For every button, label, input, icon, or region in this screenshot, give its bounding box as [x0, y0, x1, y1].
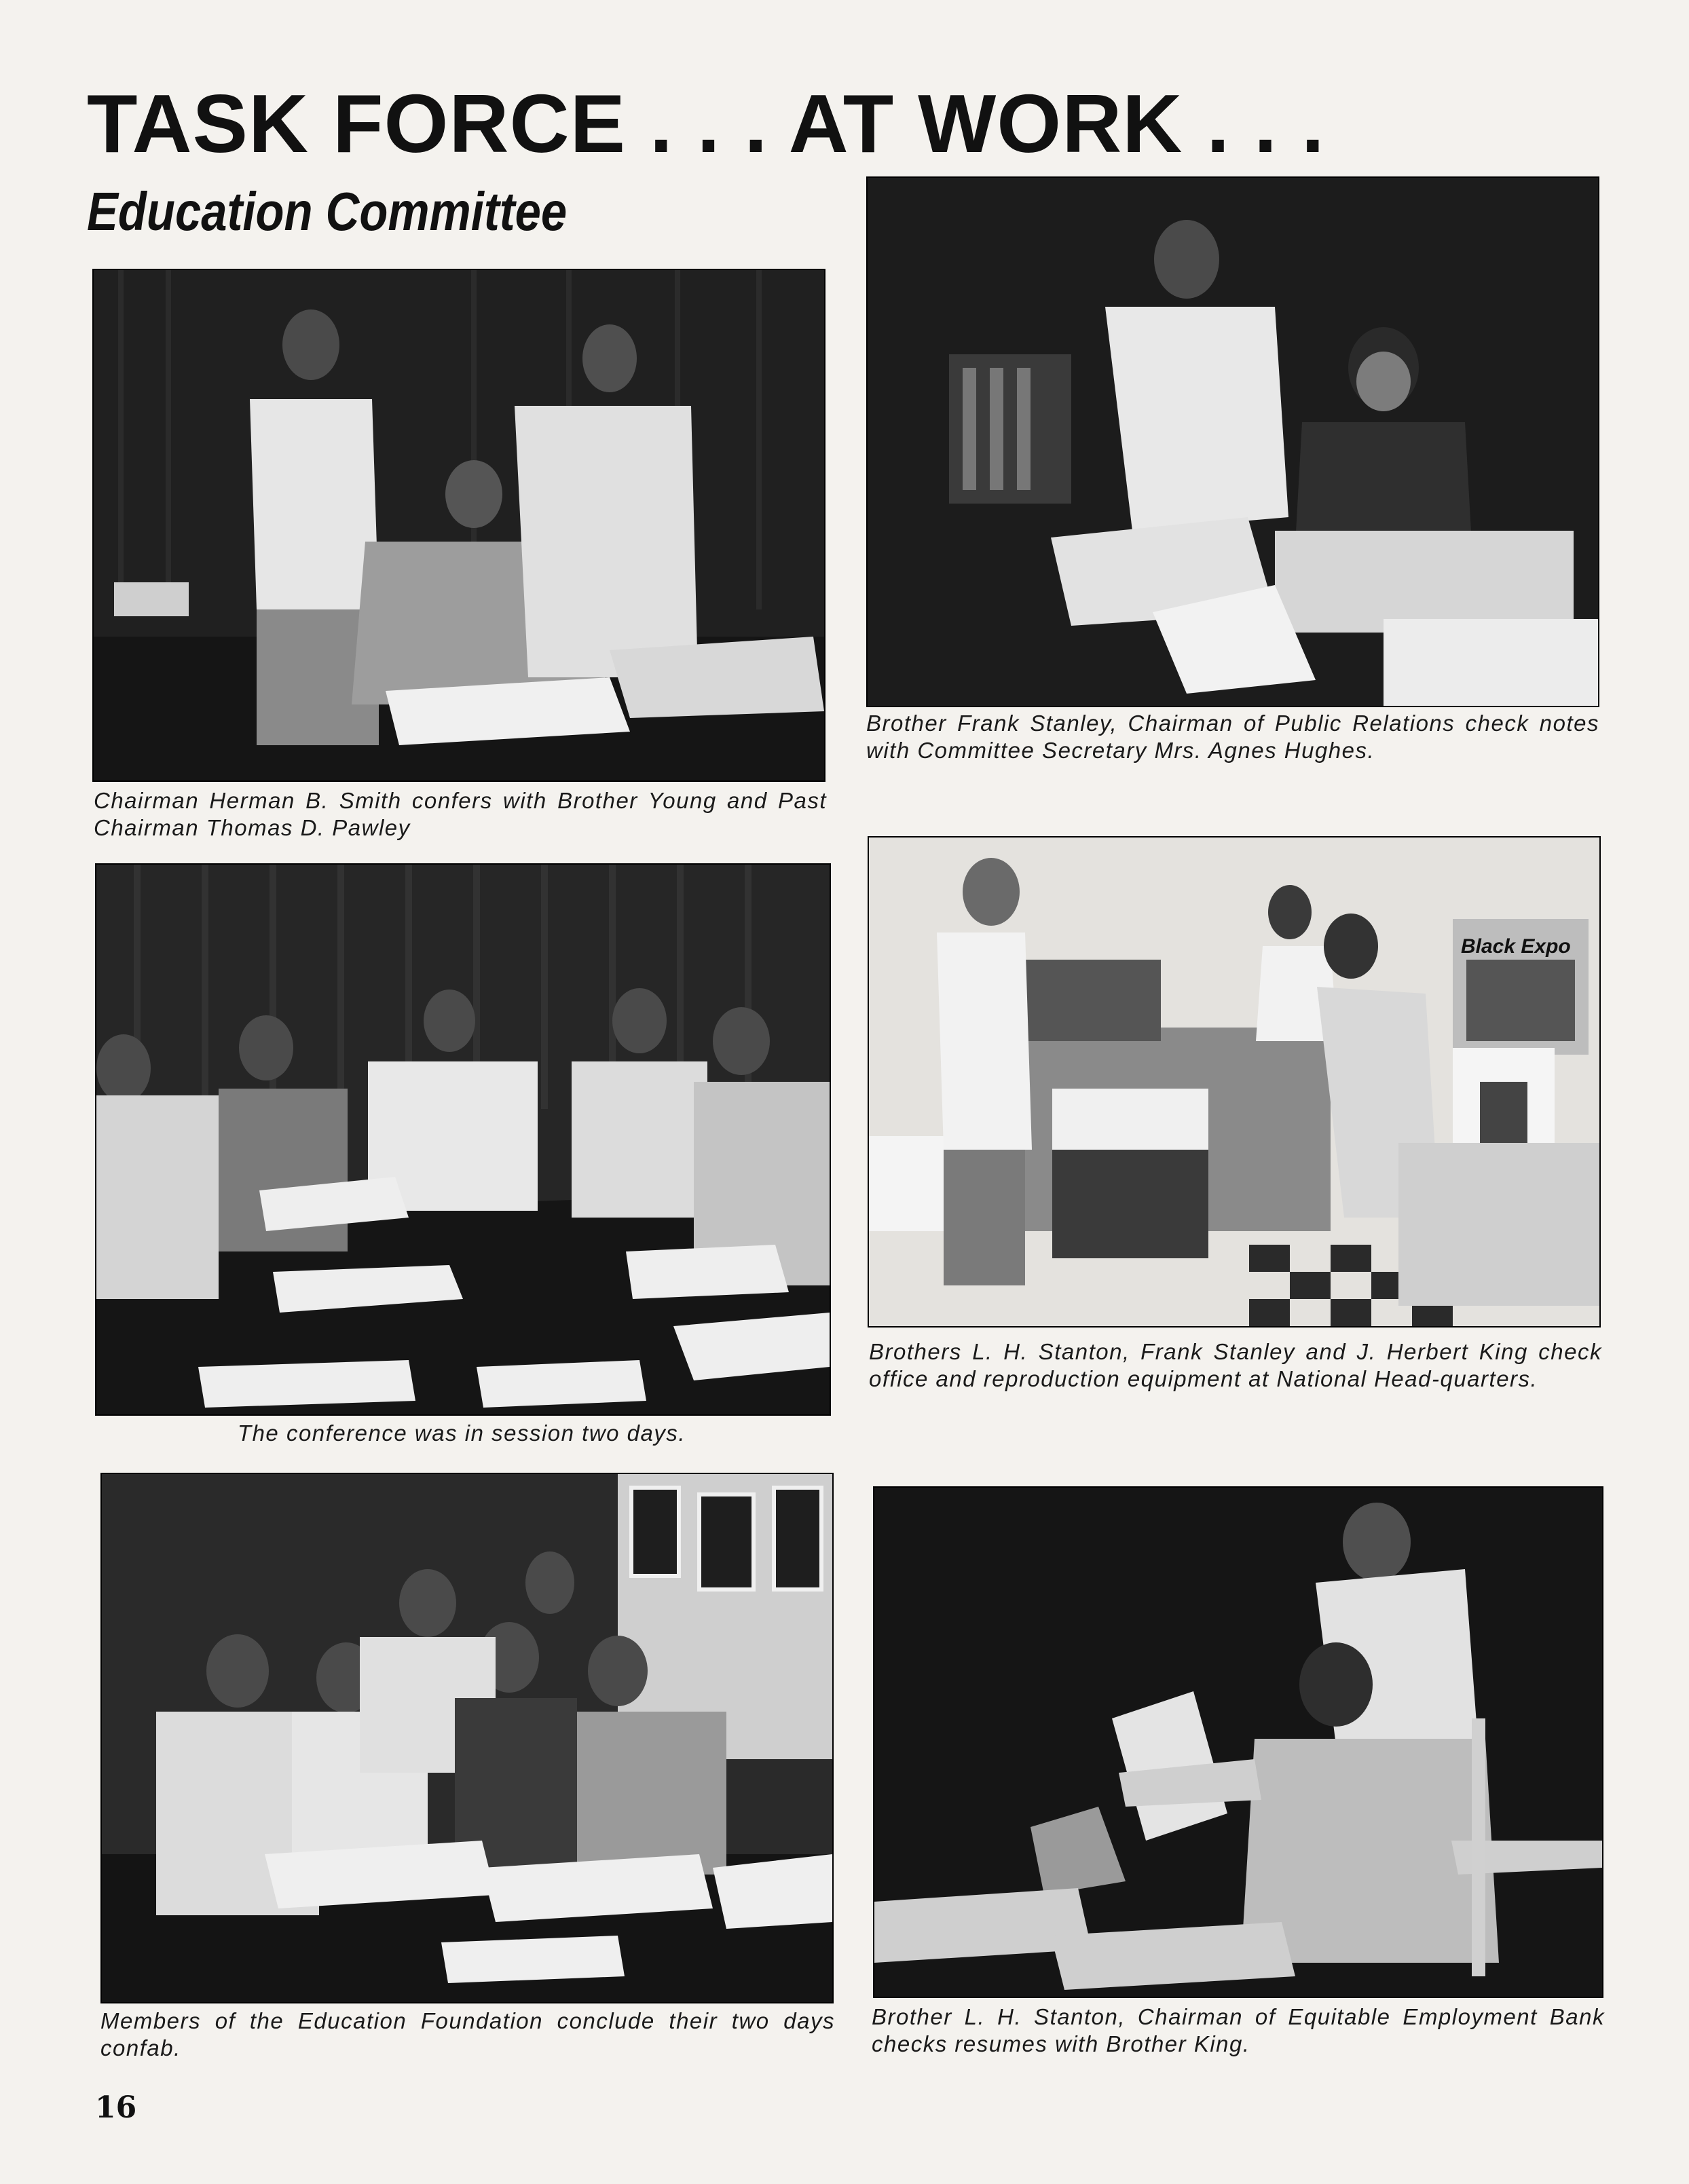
photo-caption: Chairman Herman B. Smith confers with Brother Young and Past Chairman Thomas D. Pawley: [94, 788, 827, 840]
photo-caption: Brothers L. H. Stanton, Frank Stanley and J. Herbert King check office and reproduction equipment at National Head-quarters.: [869, 1339, 1602, 1391]
page-title: TASK FORCE . . . AT WORK . . .: [87, 77, 1325, 170]
page-number: 16: [95, 2090, 137, 2125]
photo-caption: Brother Frank Stanley, Chairman of Public Relations check notes with Committee Secretary Mrs. Agnes Hughes.: [866, 711, 1599, 763]
photo-education-foundation: [100, 1473, 834, 2003]
photo-reproduction-equipment: [868, 836, 1601, 1328]
photo-conference-table: [95, 863, 831, 1416]
photo-committee-desk: [92, 269, 825, 782]
photo-caption: Brother L. H. Stanton, Chairman of Equitable Employment Bank checks resumes with Brother King.: [872, 2004, 1605, 2056]
photo-caption: Members of the Education Foundation conclude their two days confab.: [100, 2008, 835, 2060]
photo-employment-bank: [873, 1486, 1603, 1998]
section-subtitle: Education Committee: [87, 181, 568, 242]
photo-caption: The conference was in session two days.: [237, 1420, 686, 1446]
photo-public-relations: [866, 176, 1599, 707]
black-expo-sign-text: Black Expo: [1461, 935, 1571, 958]
